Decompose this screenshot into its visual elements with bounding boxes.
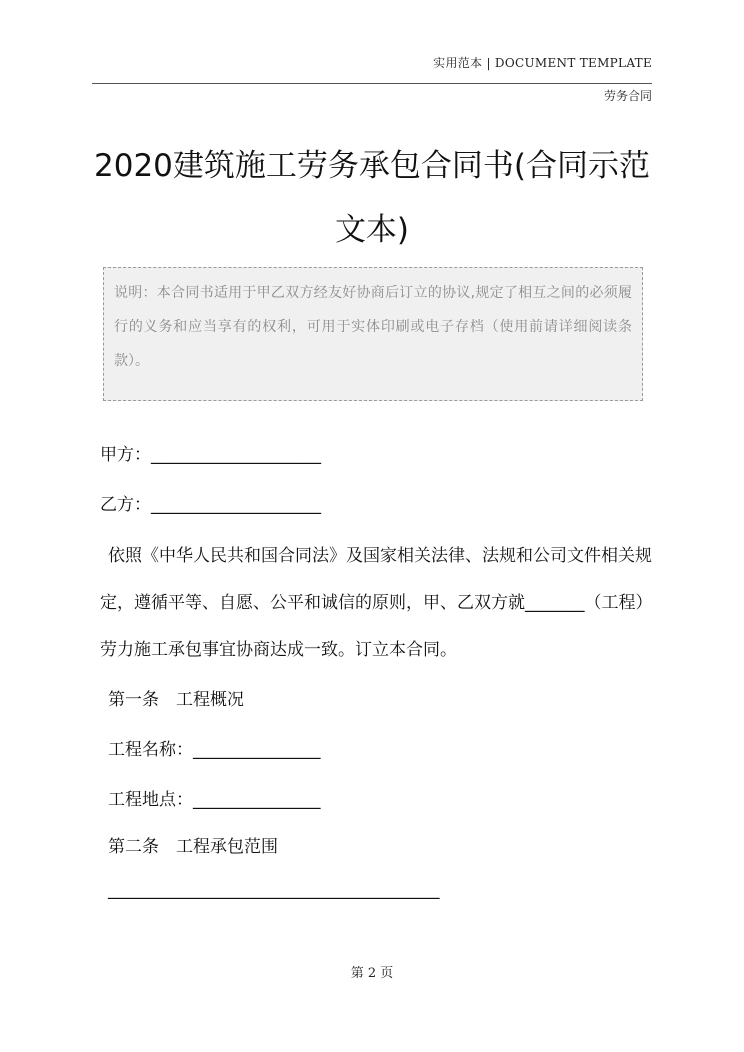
party-a-line: 甲方：____________________	[100, 445, 321, 465]
project-location-line: 工程地点：_______________	[108, 790, 321, 810]
header-title: 实用范本 | DOCUMENT TEMPLATE	[433, 56, 652, 70]
article-2-heading: 第二条 工程承包范围	[108, 837, 278, 857]
document-title: 2020建筑施工劳务承包合同书(合同示范文本)	[94, 148, 650, 248]
article-1-heading: 第一条 工程概况	[108, 690, 244, 710]
intro-paragraph	[100, 533, 655, 674]
header-divider	[92, 83, 652, 84]
project-name-line: 工程名称：_______________	[108, 740, 321, 760]
page-number: 第 2 页	[350, 966, 394, 981]
intro-paragraph-text: 依照《中华人民共和国合同法》及国家相关法律、法规和公司文件相关规定，遵循平等、自愿、公平和诚信的原则，甲、乙双方就_______（工程）劳力施工承包事宜协商达成一致。订立本合同。	[100, 546, 653, 660]
scope-blank-line: _______________________________________	[108, 880, 440, 900]
note-box	[103, 267, 643, 401]
note-text: 说明：本合同书适用于甲乙双方经友好协商后订立的协议,规定了相互之间的必须履行的义务和应当享有的权利，可用于实体印刷或电子存档（使用前请详细阅读条款）。	[114, 285, 632, 369]
party-b-line: 乙方：____________________	[100, 495, 321, 515]
header-category: 劳务合同	[603, 89, 652, 103]
